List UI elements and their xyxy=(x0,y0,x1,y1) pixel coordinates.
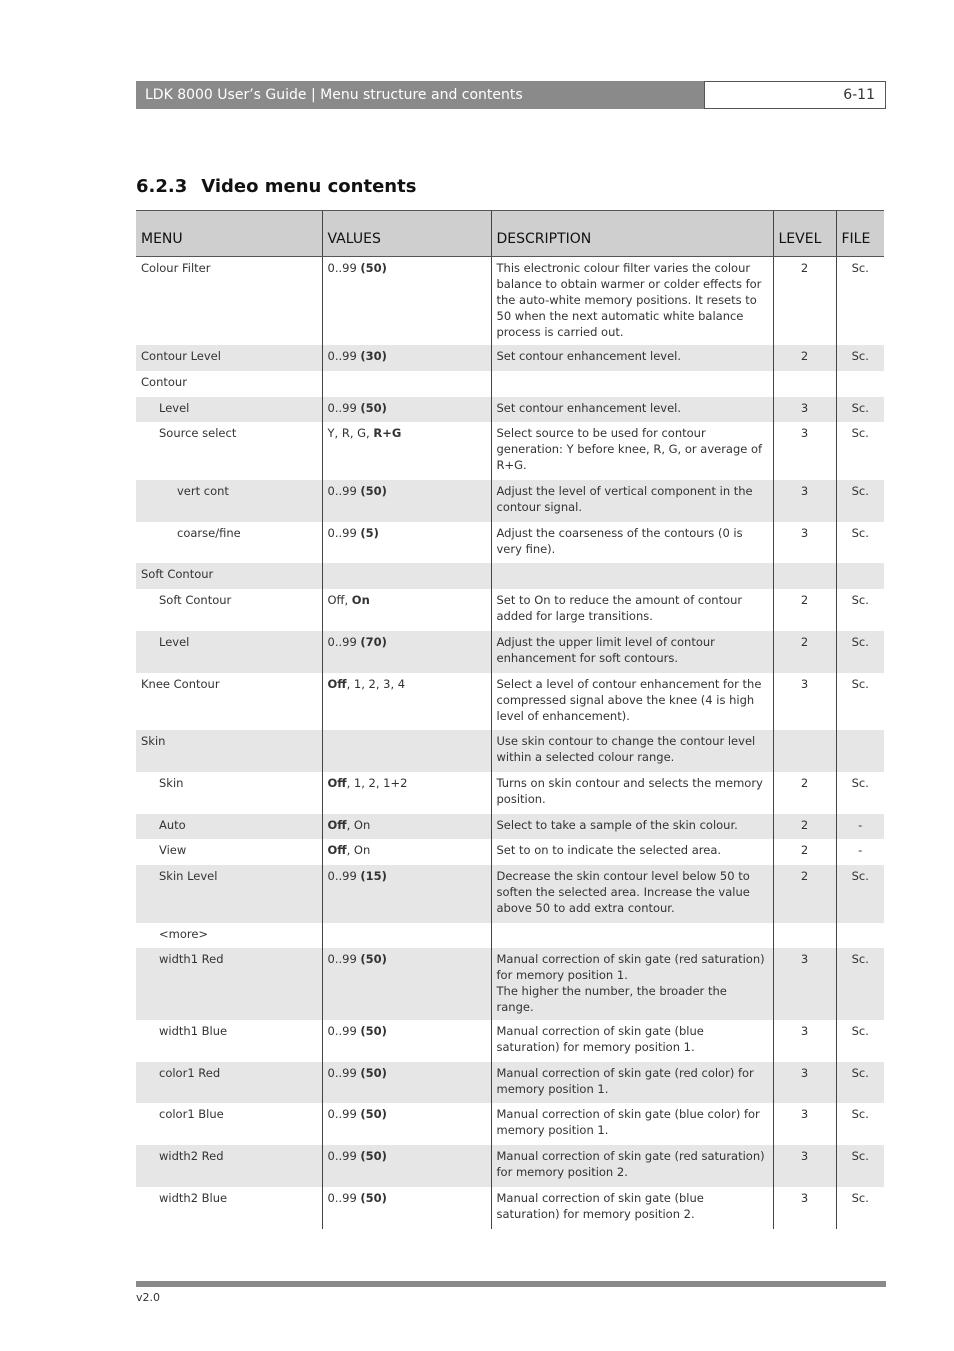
description-cell: Adjust the coarseness of the contours (0 is very fine). xyxy=(491,522,773,563)
description-cell: Select a level of contour enhancement for the compressed signal above the knee (4 is high level of enhancement). xyxy=(491,673,773,730)
values-cell xyxy=(322,257,491,346)
values-cell xyxy=(322,1020,491,1062)
level-cell: 3 xyxy=(773,1020,836,1062)
level-cell: 2 xyxy=(773,257,836,346)
file-cell: Sc. xyxy=(836,1103,884,1145)
description-cell: Use skin contour to change the contour level within a selected colour range. xyxy=(491,730,773,772)
level-cell: 2 xyxy=(773,814,836,839)
menu-cell: View xyxy=(159,843,187,857)
file-cell: Sc. xyxy=(836,772,884,814)
level-cell: 3 xyxy=(773,1103,836,1145)
page-number: 6-11 xyxy=(704,81,886,109)
value-text: , 1, 2, 3, 4 xyxy=(346,677,406,691)
file-cell: Sc. xyxy=(836,397,884,422)
level-cell: 3 xyxy=(773,397,836,422)
value-text: 0..99 xyxy=(327,869,361,883)
description-cell: Turns on skin contour and selects the memory position. xyxy=(491,772,773,814)
table-row xyxy=(136,1145,884,1187)
table-row xyxy=(136,923,884,948)
level-cell: 3 xyxy=(773,673,836,730)
level-cell: 3 xyxy=(773,480,836,522)
table-row xyxy=(136,1103,884,1145)
menu-cell: Source select xyxy=(159,426,237,440)
menu-cell: Skin Level xyxy=(136,865,322,923)
description-cell: Manual correction of skin gate (blue color) for memory position 1. xyxy=(491,1103,773,1145)
level-cell xyxy=(773,371,836,397)
table-row xyxy=(136,589,884,631)
value-text: Off, xyxy=(327,593,352,607)
table-row xyxy=(136,480,884,522)
description-cell xyxy=(491,563,773,589)
file-cell: Sc. xyxy=(836,522,884,563)
description-cell: Manual correction of skin gate (red saturation) for memory position 2. xyxy=(491,1145,773,1187)
value-text: , On xyxy=(346,818,371,832)
default-value: On xyxy=(351,593,370,607)
default-value: Off xyxy=(327,818,347,832)
default-value: (5) xyxy=(360,526,379,540)
table-header-row xyxy=(136,211,884,257)
table-row xyxy=(136,371,884,397)
table-row xyxy=(136,422,884,480)
level-cell: 3 xyxy=(773,948,836,1020)
values-cell xyxy=(322,839,491,865)
table-row xyxy=(136,673,884,730)
menu-cell: Skin xyxy=(159,776,184,790)
level-cell: 2 xyxy=(773,865,836,923)
description-cell: Set contour enhancement level. xyxy=(491,345,773,371)
file-cell: Sc. xyxy=(836,1187,884,1229)
description-cell xyxy=(491,923,773,948)
default-value: Off xyxy=(327,776,347,790)
menu-cell: Level xyxy=(136,397,322,422)
value-text: 0..99 xyxy=(327,635,361,649)
file-cell: Sc. xyxy=(836,631,884,673)
column-header-values: VALUES xyxy=(322,211,491,257)
value-text: 0..99 xyxy=(327,1191,361,1205)
default-value: Off xyxy=(327,843,347,857)
menu-cell: Contour xyxy=(141,375,187,389)
footer-rule xyxy=(136,1281,886,1287)
level-cell: 3 xyxy=(773,522,836,563)
file-cell: Sc. xyxy=(836,589,884,631)
description-cell: Manual correction of skin gate (red saturation) for memory position 1. The higher the number, the broader the range. xyxy=(491,948,773,1020)
description-cell: Manual correction of skin gate (blue saturation) for memory position 1. xyxy=(491,1020,773,1062)
default-value: (50) xyxy=(360,261,387,275)
values-cell xyxy=(322,1103,491,1145)
table-row xyxy=(136,563,884,589)
default-value: (50) xyxy=(360,1191,387,1205)
table-row xyxy=(136,522,884,563)
values-cell xyxy=(322,730,491,772)
level-cell: 2 xyxy=(773,772,836,814)
values-cell xyxy=(322,345,491,371)
level-cell xyxy=(773,730,836,772)
video-menu-table xyxy=(136,210,884,1229)
level-cell xyxy=(773,563,836,589)
description-cell: Set contour enhancement level. xyxy=(491,397,773,422)
file-cell: Sc. xyxy=(836,1145,884,1187)
value-text: 0..99 xyxy=(327,484,361,498)
column-header-level: LEVEL xyxy=(773,211,836,257)
menu-cell: Contour Level xyxy=(136,345,322,371)
default-value: (50) xyxy=(360,952,387,966)
values-cell xyxy=(322,814,491,839)
header-title: LDK 8000 User’s Guide | Menu structure and contents xyxy=(136,81,704,109)
description-cell: Select source to be used for contour generation: Y before knee, R, G, or average of R+G. xyxy=(491,422,773,480)
value-text: 0..99 xyxy=(327,1149,361,1163)
menu-cell: Soft Contour xyxy=(159,593,232,607)
value-text: 0..99 xyxy=(327,261,361,275)
value-text: 0..99 xyxy=(327,349,361,363)
file-cell: Sc. xyxy=(836,673,884,730)
menu-cell: width2 Blue xyxy=(159,1191,228,1205)
level-cell: 3 xyxy=(773,422,836,480)
menu-cell: <more> xyxy=(159,927,209,941)
table-row xyxy=(136,1062,884,1103)
default-value: (50) xyxy=(360,401,387,415)
description-cell: Select to take a sample of the skin colour. xyxy=(491,814,773,839)
column-header-description: DESCRIPTION xyxy=(491,211,773,257)
values-cell xyxy=(322,673,491,730)
file-cell: Sc. xyxy=(836,480,884,522)
menu-cell: Level xyxy=(136,631,322,673)
values-cell xyxy=(322,480,491,522)
table-row xyxy=(136,631,884,673)
level-cell xyxy=(773,923,836,948)
table-row xyxy=(136,730,884,772)
level-cell: 3 xyxy=(773,1187,836,1229)
table-row xyxy=(136,1187,884,1229)
description-cell: Adjust the level of vertical component in the contour signal. xyxy=(491,480,773,522)
description-cell: Manual correction of skin gate (red color) for memory position 1. xyxy=(491,1062,773,1103)
value-text: 0..99 xyxy=(327,1066,361,1080)
file-cell: - xyxy=(836,814,884,839)
description-cell: Decrease the skin contour level below 50 to soften the selected area. Increase the value above 50 to add extra contour. xyxy=(491,865,773,923)
menu-cell: color1 Red xyxy=(136,1062,322,1103)
default-value: (15) xyxy=(360,869,387,883)
value-text: , 1, 2, 1+2 xyxy=(346,776,408,790)
menu-cell: width1 Blue xyxy=(159,1024,228,1038)
values-cell xyxy=(322,1187,491,1229)
values-cell xyxy=(322,589,491,631)
level-cell: 2 xyxy=(773,631,836,673)
default-value: (50) xyxy=(360,1024,387,1038)
value-text: 0..99 xyxy=(327,1107,361,1121)
value-text: 0..99 xyxy=(327,1024,361,1038)
values-cell xyxy=(322,948,491,1020)
menu-cell: coarse/fine xyxy=(177,526,241,540)
values-cell xyxy=(322,923,491,948)
value-text: , On xyxy=(346,843,371,857)
file-cell: Sc. xyxy=(836,257,884,346)
table-row xyxy=(136,865,884,923)
level-cell: 2 xyxy=(773,839,836,865)
description-cell: This electronic colour filter varies the colour balance to obtain warmer or colder effects for the auto-white memory positions. It resets to 50 when the next automatic white balance process is carried out. xyxy=(491,257,773,346)
values-cell xyxy=(322,563,491,589)
default-value: (70) xyxy=(360,635,387,649)
file-cell xyxy=(836,371,884,397)
values-cell xyxy=(322,1062,491,1103)
default-value: (30) xyxy=(360,349,387,363)
description-cell: Set to on to indicate the selected area. xyxy=(491,839,773,865)
menu-cell: width2 Red xyxy=(136,1145,322,1187)
level-cell: 3 xyxy=(773,1145,836,1187)
values-cell xyxy=(322,1145,491,1187)
default-value: (50) xyxy=(360,1107,387,1121)
description-cell: Set to On to reduce the amount of contour added for large transitions. xyxy=(491,589,773,631)
file-cell: Sc. xyxy=(836,1020,884,1062)
file-cell: - xyxy=(836,839,884,865)
section-heading xyxy=(136,176,416,197)
menu-cell: Skin xyxy=(136,730,322,772)
column-header-menu: MENU xyxy=(136,211,322,257)
value-text: 0..99 xyxy=(327,401,361,415)
file-cell xyxy=(836,730,884,772)
file-cell: Sc. xyxy=(836,345,884,371)
table-row xyxy=(136,257,884,346)
level-cell: 3 xyxy=(773,1062,836,1103)
values-cell xyxy=(322,522,491,563)
menu-cell: color1 Blue xyxy=(159,1107,224,1121)
value-text: Y, R, G, xyxy=(327,426,374,440)
level-cell: 2 xyxy=(773,345,836,371)
default-value: (50) xyxy=(360,484,387,498)
file-cell: Sc. xyxy=(836,422,884,480)
description-cell: Adjust the upper limit level of contour enhancement for soft contours. xyxy=(491,631,773,673)
description-cell: Manual correction of skin gate (blue saturation) for memory position 2. xyxy=(491,1187,773,1229)
values-cell xyxy=(322,422,491,480)
default-value: (50) xyxy=(360,1149,387,1163)
level-cell: 2 xyxy=(773,589,836,631)
column-header-file: FILE xyxy=(836,211,884,257)
section-title: Video menu contents xyxy=(201,176,417,197)
file-cell xyxy=(836,923,884,948)
file-cell: Sc. xyxy=(836,948,884,1020)
file-cell: Sc. xyxy=(836,1062,884,1103)
values-cell xyxy=(322,631,491,673)
default-value: (50) xyxy=(360,1066,387,1080)
menu-cell: Colour Filter xyxy=(141,261,211,275)
menu-cell: width1 Red xyxy=(136,948,322,1020)
table-row xyxy=(136,948,884,1020)
values-cell xyxy=(322,865,491,923)
table-row xyxy=(136,1020,884,1062)
section-number: 6.2.3 xyxy=(136,176,188,197)
file-cell: Sc. xyxy=(836,865,884,923)
table-row xyxy=(136,839,884,865)
value-text: 0..99 xyxy=(327,526,361,540)
table-row xyxy=(136,772,884,814)
description-cell xyxy=(491,371,773,397)
menu-cell: vert cont xyxy=(136,480,322,522)
values-cell xyxy=(322,371,491,397)
value-text: 0..99 xyxy=(327,952,361,966)
table-row xyxy=(136,397,884,422)
file-cell xyxy=(836,563,884,589)
menu-cell: Auto xyxy=(136,814,322,839)
default-value: R+G xyxy=(373,426,402,440)
page-header xyxy=(136,81,886,109)
default-value: Off xyxy=(327,677,347,691)
values-cell xyxy=(322,397,491,422)
menu-cell: Soft Contour xyxy=(136,563,322,589)
table-row xyxy=(136,814,884,839)
footer-version: v2.0 xyxy=(136,1291,161,1304)
table-row xyxy=(136,345,884,371)
values-cell xyxy=(322,772,491,814)
menu-cell: Knee Contour xyxy=(141,677,220,691)
